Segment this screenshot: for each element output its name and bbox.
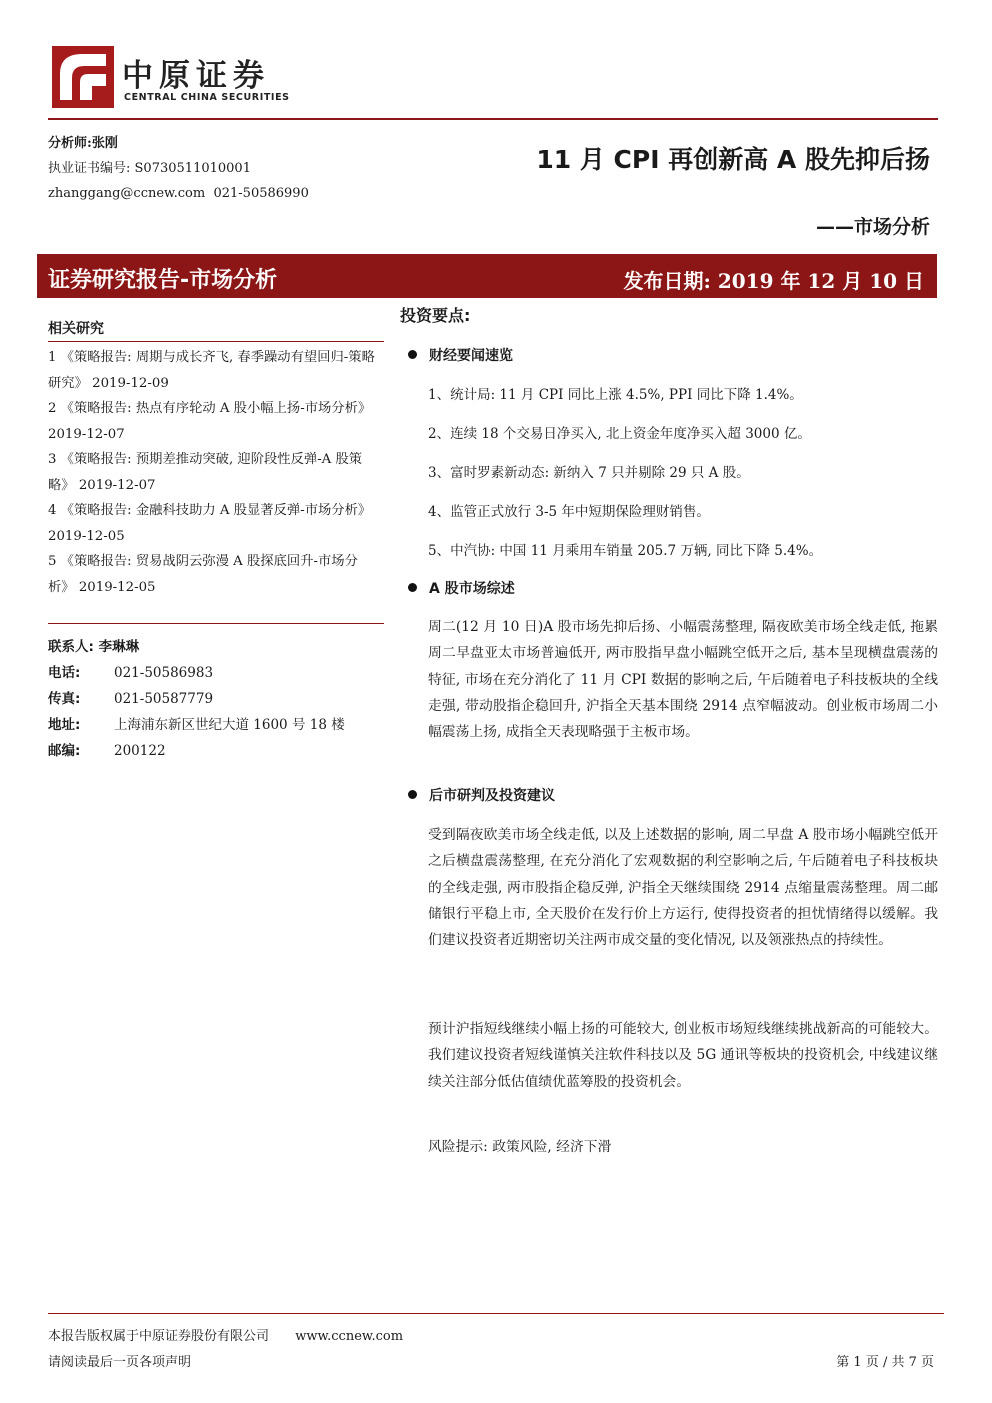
related-research-item[interactable]: 5 《策略报告: 贸易战阴云弥漫 A 股探底回升-市场分析》 2019-12-05 <box>48 554 358 595</box>
related-research-item[interactable]: 3 《策略报告: 预期差推动突破, 迎阶段性反弹-A 股策略》 2019-12-07 <box>48 452 363 493</box>
report-title: 11 月 CPI 再创新高 A 股先抑后扬 <box>536 145 930 174</box>
address-label: 地址: <box>48 717 81 733</box>
advice-paragraph-1: 受到隔夜欧美市场全线走低, 以及上述数据的影响, 周二早盘 A 股市场小幅跳空低开之后横盘震荡整理, 在充分消化了宏观数据的利空影响之后, 午后随着电子科技板块的全线走强, 两市股指企稳反弹, 沪指全天继续围绕 2914 点缩量震荡整理。周二邮储银行平稳上市, 全天股价在发行价上方运行, 使得投资者的担忧情绪得以缓解。我们建议投资者近期密切关注两市成交量的变化情况, 以及领涨热点的持续性。 <box>428 827 938 949</box>
footer-divider <box>48 1313 944 1314</box>
footer-disclaimer: 请阅读最后一页各项声明 <box>48 1355 192 1370</box>
phone-label: 电话: <box>48 665 81 681</box>
market-section-heading <box>408 578 515 598</box>
page-number: 第 1 页 / 共 7 页 <box>836 1355 934 1370</box>
advice-section-heading <box>408 785 555 805</box>
phone-value: 021-50586983 <box>114 665 214 681</box>
related-research-list <box>48 345 384 600</box>
analyst-row <box>48 131 309 156</box>
publish-date: 发布日期: 2019 年 12 月 10 日 <box>623 269 924 293</box>
contact-divider <box>48 623 384 624</box>
fax-value: 021-50587779 <box>114 691 214 707</box>
risk-warning: 风险提示: 政策风险, 经济下滑 <box>428 1139 612 1155</box>
related-research-item[interactable]: 2 《策略报告: 热点有序轮动 A 股小幅上扬-市场分析》 2019-12-07 <box>48 401 372 442</box>
header-divider <box>48 118 938 120</box>
news-item: 2、连续 18 个交易日净买入, 北上资金年度净买入超 3000 亿。 <box>428 426 811 442</box>
footer-copyright <box>48 1325 403 1344</box>
advice-paragraph-2: 预计沪指短线继续小幅上扬的可能较大, 创业板市场短线继续挑战新高的可能较大。我们建议投资者短线谨慎关注软件科技以及 5G 通讯等板块的投资机会, 中线建议继续关注部分低估值绩优蓝筹股的投资机会。 <box>428 1021 938 1090</box>
cert-row <box>48 156 309 181</box>
market-summary-paragraph: 周二(12 月 10 日)A 股市场先抑后扬、小幅震荡整理, 隔夜欧美市场全线走低, 拖累周二早盘亚太市场普遍低开, 两市股指早盘小幅跳空低开之后, 基本呈现横盘震荡的特征, 市场在充分消化了 11 月 CPI 数据的影响之后, 午后随着电子科技板块的全线走强, 带动股指企稳回升, 沪指全天基本围绕 2914 点窄幅波动。创业板市场周二小幅震荡上扬, 成指全天表现略强于主板市场。 <box>428 619 938 741</box>
news-item: 3、富时罗素新动态: 新纳入 7 只并剔除 29 只 A 股。 <box>428 465 750 481</box>
related-research-item[interactable]: 4 《策略报告: 金融科技助力 A 股显著反弹-市场分析》 2019-12-05 <box>48 503 372 544</box>
news-item: 4、监管正式放行 3-5 年中短期保险理财销售。 <box>428 504 710 520</box>
investment-points-heading: 投资要点: <box>400 306 471 325</box>
advice-heading-text: 后市研判及投资建议 <box>429 788 555 804</box>
news-item: 1、统计局: 11 月 CPI 同比上涨 4.5%, PPI 同比下降 1.4%。 <box>428 387 803 403</box>
analyst-info <box>48 131 309 206</box>
analyst-name: 张刚 <box>91 136 118 151</box>
related-research-heading: 相关研究 <box>48 321 104 337</box>
address-value: 上海浦东新区世纪大道 1600 号 18 楼 <box>114 717 345 733</box>
cert-number: S0730511010001 <box>134 161 251 176</box>
news-item: 5、中汽协: 中国 11 月乘用车销量 205.7 万辆, 同比下降 5.4%。 <box>428 543 823 559</box>
fax-label: 传真: <box>48 691 81 707</box>
analyst-contact: zhanggang@ccnew.com 021-50586990 <box>48 186 309 201</box>
contact-person: 联系人: 李琳琳 <box>48 639 140 655</box>
report-subtitle: ——市场分析 <box>815 216 930 238</box>
related-research-divider <box>48 341 384 342</box>
analyst-label: 分析师: <box>48 136 92 151</box>
bullet-icon <box>408 350 417 359</box>
news-section-heading <box>408 345 513 365</box>
bullet-icon <box>408 583 417 592</box>
related-research-item[interactable]: 1 《策略报告: 周期与成长齐飞, 春季躁动有望回归-策略研究》 2019-12-09 <box>48 350 375 391</box>
report-type-label: 证券研究报告-市场分析 <box>48 268 278 293</box>
zip-value: 200122 <box>114 743 166 759</box>
zip-label: 邮编: <box>48 743 81 759</box>
logo-english-name: CENTRAL CHINA SECURITIES <box>124 92 290 103</box>
news-heading-text: 财经要闻速览 <box>429 348 513 364</box>
website-link[interactable]: www.ccnew.com <box>295 1329 404 1344</box>
cert-label: 执业证书编号: <box>48 161 131 176</box>
contact-block <box>48 634 345 764</box>
logo-chinese-name: 中原证券 <box>122 58 270 94</box>
market-heading-text: A 股市场综述 <box>429 581 515 597</box>
bullet-icon <box>408 790 417 799</box>
copyright-text: 本报告版权属于中原证券股份有限公司 <box>48 1329 270 1344</box>
